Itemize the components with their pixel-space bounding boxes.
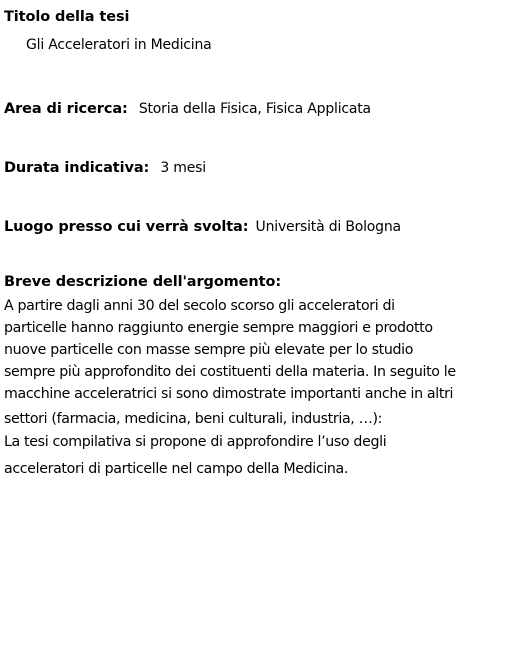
description-label: Breve descrizione dell'argomento: xyxy=(4,274,282,290)
description-line: La tesi compilativa si propone di approfondire l’uso degli xyxy=(4,434,387,450)
thesis-title-label: Titolo della tesi xyxy=(4,9,130,25)
location-row xyxy=(4,216,401,235)
description-line: macchine acceleratrici si sono dimostrate importanti anche in altri xyxy=(4,386,454,402)
duration-row xyxy=(4,157,206,176)
duration-value: 3 mesi xyxy=(160,160,206,176)
thesis-title-value: Gli Acceleratori in Medicina xyxy=(26,37,212,53)
description-line: sempre più approfondito dei costituenti della materia. In seguito le xyxy=(4,364,456,380)
description-line: particelle hanno raggiunto energie sempre maggiori e prodotto xyxy=(4,320,433,336)
duration-label: Durata indicativa: xyxy=(4,160,150,176)
description-line: acceleratori di particelle nel campo della Medicina. xyxy=(4,461,349,477)
location-label: Luogo presso cui verrà svolta: xyxy=(4,219,249,235)
research-area-label: Area di ricerca: xyxy=(4,101,128,117)
location-value: Università di Bologna xyxy=(255,219,401,235)
description-line: settori (farmacia, medicina, beni culturali, industria, …): xyxy=(4,411,383,427)
research-area-row xyxy=(4,98,371,117)
description-line: A partire dagli anni 30 del secolo scorso gli acceleratori di xyxy=(4,298,395,314)
research-area-value: Storia della Fisica, Fisica Applicata xyxy=(138,101,371,117)
description-line: nuove particelle con masse sempre più elevate per lo studio xyxy=(4,342,414,358)
